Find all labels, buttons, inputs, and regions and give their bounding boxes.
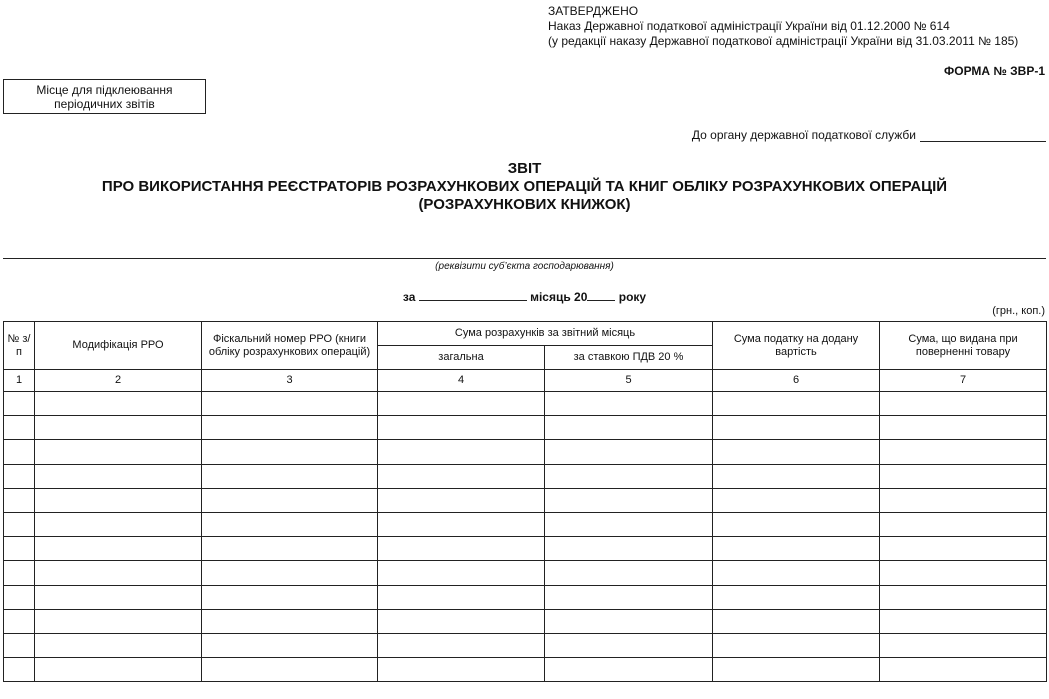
table-cell[interactable]: [880, 633, 1047, 657]
table-cell[interactable]: [378, 488, 545, 512]
column-number: 5: [545, 370, 713, 392]
table-cell[interactable]: [4, 658, 35, 682]
table-cell[interactable]: [545, 488, 713, 512]
title-line3: (РОЗРАХУНКОВИХ КНИЖОК): [418, 196, 631, 213]
table-cell[interactable]: [4, 537, 35, 561]
table-row: [4, 512, 1047, 536]
table-cell[interactable]: [35, 512, 202, 536]
tax-office-blank[interactable]: [920, 129, 1046, 142]
table-cell[interactable]: [378, 392, 545, 416]
table-cell[interactable]: [713, 464, 880, 488]
table-cell[interactable]: [545, 392, 713, 416]
table-cell[interactable]: [378, 585, 545, 609]
header-sum-vat: за ставкою ПДВ 20 %: [545, 346, 713, 370]
table-cell[interactable]: [378, 416, 545, 440]
column-number: 6: [713, 370, 880, 392]
table-row: [4, 585, 1047, 609]
table-cell[interactable]: [713, 488, 880, 512]
table-cell[interactable]: [35, 464, 202, 488]
table-cell[interactable]: [880, 416, 1047, 440]
table-cell[interactable]: [880, 658, 1047, 682]
paste-box: [3, 79, 206, 114]
table-row: [4, 658, 1047, 682]
table-cell[interactable]: [35, 392, 202, 416]
table-cell[interactable]: [713, 609, 880, 633]
column-number: 2: [35, 370, 202, 392]
table-cell[interactable]: [202, 537, 378, 561]
table-cell[interactable]: [4, 416, 35, 440]
requisites-label: (реквізити суб’єкта господарювання): [435, 261, 614, 272]
table-cell[interactable]: [202, 585, 378, 609]
table-cell[interactable]: [378, 633, 545, 657]
header-num: № з/п: [4, 322, 35, 370]
table-cell[interactable]: [378, 609, 545, 633]
table-cell[interactable]: [713, 658, 880, 682]
table-cell[interactable]: [202, 488, 378, 512]
table-cell[interactable]: [545, 416, 713, 440]
table-cell[interactable]: [378, 658, 545, 682]
table-cell[interactable]: [35, 440, 202, 464]
table-cell[interactable]: [713, 440, 880, 464]
period-month-year: місяць 20: [530, 290, 588, 304]
table-cell[interactable]: [4, 561, 35, 585]
table-cell[interactable]: [713, 633, 880, 657]
table-row: [4, 561, 1047, 585]
table-cell[interactable]: [4, 392, 35, 416]
table-row: [4, 488, 1047, 512]
table-cell[interactable]: [545, 512, 713, 536]
table-cell[interactable]: [4, 633, 35, 657]
table-cell[interactable]: [880, 488, 1047, 512]
table-cell[interactable]: [35, 633, 202, 657]
table-cell[interactable]: [202, 658, 378, 682]
table-cell[interactable]: [378, 512, 545, 536]
table-cell[interactable]: [545, 440, 713, 464]
units-label: (грн., коп.): [992, 305, 1045, 317]
table-cell[interactable]: [4, 488, 35, 512]
header-fiscal: Фіскальний номер РРО (книги обліку розрахункових операцій): [202, 322, 378, 370]
table-row: [4, 633, 1047, 657]
period-line: [0, 289, 1049, 304]
tax-office-label: До органу державної податкової служби: [691, 128, 916, 142]
column-number: 3: [202, 370, 378, 392]
column-number-row: [4, 370, 1047, 392]
approval-stamp: [548, 4, 1018, 49]
requisites-blank[interactable]: [3, 258, 1046, 259]
form-number: ФОРМА № ЗВР-1: [944, 64, 1045, 78]
approval-order: Наказ Державної податкової адміністрації України від 01.12.2000 № 614: [548, 19, 950, 33]
table-cell[interactable]: [545, 658, 713, 682]
header-sum-total: загальна: [378, 346, 545, 370]
table-cell[interactable]: [713, 416, 880, 440]
table-row: [4, 440, 1047, 464]
table-cell[interactable]: [880, 609, 1047, 633]
header-modification: Модифікація РРО: [35, 322, 202, 370]
approval-revision: (у редакції наказу Державної податкової адміністрації України від 31.03.2011 № 185): [548, 34, 1019, 48]
table-cell[interactable]: [4, 585, 35, 609]
table-cell[interactable]: [378, 440, 545, 464]
table-row: [4, 609, 1047, 633]
table-cell[interactable]: [35, 416, 202, 440]
table-cell[interactable]: [713, 585, 880, 609]
table-cell[interactable]: [880, 392, 1047, 416]
column-number: 4: [378, 370, 545, 392]
month-blank[interactable]: [419, 289, 527, 301]
table-cell[interactable]: [545, 537, 713, 561]
title-line2: ПРО ВИКОРИСТАННЯ РЕЄСТРАТОРІВ РОЗРАХУНКОВИХ ОПЕРАЦІЙ ТА КНИГ ОБЛІКУ РОЗРАХУНКОВИХ ОПЕРАЦІЙ: [101, 178, 948, 195]
table-cell[interactable]: [545, 464, 713, 488]
table-cell[interactable]: [35, 585, 202, 609]
table-cell[interactable]: [35, 537, 202, 561]
title-line1: ЗВІТ: [507, 160, 542, 177]
table-cell[interactable]: [880, 440, 1047, 464]
table-cell[interactable]: [202, 464, 378, 488]
paste-box-line1: Місце для підклеювання: [36, 82, 173, 97]
table-cell[interactable]: [713, 537, 880, 561]
table-cell[interactable]: [713, 512, 880, 536]
report-title: [0, 160, 1049, 214]
table-cell[interactable]: [880, 464, 1047, 488]
table-cell[interactable]: [713, 392, 880, 416]
approval-heading: ЗАТВЕРДЖЕНО: [548, 4, 639, 18]
table-cell[interactable]: [880, 561, 1047, 585]
table-cell[interactable]: [202, 633, 378, 657]
table-cell[interactable]: [35, 609, 202, 633]
table-cell[interactable]: [202, 392, 378, 416]
table-cell[interactable]: [880, 512, 1047, 536]
table-cell[interactable]: [545, 561, 713, 585]
table-cell[interactable]: [202, 561, 378, 585]
table-cell[interactable]: [880, 537, 1047, 561]
period-prefix: за: [402, 290, 416, 304]
report-table: [3, 321, 1047, 682]
table-cell[interactable]: [880, 585, 1047, 609]
table-cell[interactable]: [4, 464, 35, 488]
table-cell[interactable]: [202, 609, 378, 633]
table-cell[interactable]: [545, 609, 713, 633]
table-cell[interactable]: [378, 537, 545, 561]
table-cell[interactable]: [35, 488, 202, 512]
table-row: [4, 416, 1047, 440]
tax-office-field: [692, 128, 1046, 142]
table-cell[interactable]: [545, 633, 713, 657]
table-cell[interactable]: [378, 464, 545, 488]
column-number: 7: [880, 370, 1047, 392]
table-cell[interactable]: [202, 440, 378, 464]
column-number: 1: [4, 370, 35, 392]
table-cell[interactable]: [35, 561, 202, 585]
paste-box-line2: періодичних звітів: [54, 96, 155, 111]
table-row: [4, 537, 1047, 561]
table-cell[interactable]: [4, 609, 35, 633]
period-suffix: року: [618, 290, 647, 304]
table-cell[interactable]: [378, 561, 545, 585]
table-cell[interactable]: [202, 512, 378, 536]
table-cell[interactable]: [35, 658, 202, 682]
table-cell[interactable]: [4, 512, 35, 536]
table-cell[interactable]: [202, 416, 378, 440]
table-row: [4, 392, 1047, 416]
header-returned: Сума, що видана при поверненні товару: [880, 322, 1047, 370]
table-cell[interactable]: [4, 440, 35, 464]
table-cell[interactable]: [713, 561, 880, 585]
header-vat: Сума податку на додану вартість: [713, 322, 880, 370]
header-sum-group: Сума розрахунків за звітний місяць: [378, 322, 713, 346]
table-row: [4, 464, 1047, 488]
table-cell[interactable]: [545, 585, 713, 609]
year-blank[interactable]: [587, 289, 615, 301]
